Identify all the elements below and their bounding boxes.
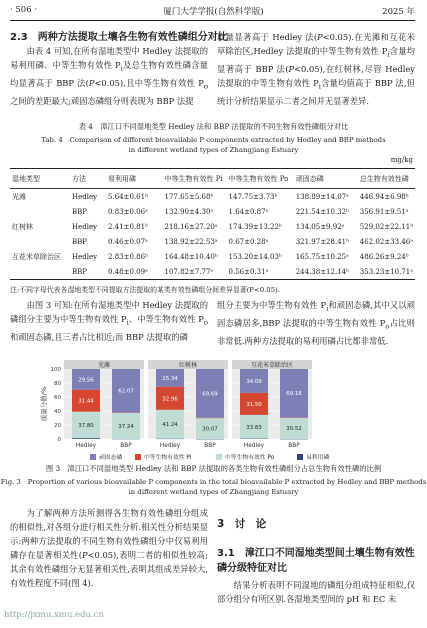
table-cell: 356.91±9.51ᵃ [359,207,409,216]
figure-3 [40,350,380,474]
legend-swatch [135,454,141,460]
table-header-cell: 中等生物有效性 Pi [162,169,226,189]
data-label: 29.56 [78,377,94,384]
table-cell: 光滩 [12,192,26,201]
table-cell: 147.75±3.73ᵇ [228,192,278,201]
table-row [10,204,415,219]
table-4 [10,168,415,280]
table-cell: 177.65±5.68ᵇ [164,192,214,201]
table-cell: 164.48±10.40ᵇ [164,252,218,261]
table-cell: BBP [72,207,88,216]
legend-label: 中等生物有效性 Po [225,455,275,461]
table-cell: 0.46±0.07ᵃ [108,237,148,246]
y-tick-label: 20 [54,423,61,429]
journal-year: 2025 年 [382,7,415,17]
journal-name: 厦门大学学报(自然科学版) [163,7,264,17]
table-cell: 218.16±27.20ᵃ [164,222,218,231]
data-label: 31.44 [78,398,94,405]
table-header-cell: 易利用磷 [106,169,162,189]
table-4-caption-cn: 表 4 漳江口不同湿地类型 Hedley 法和 BBP 法提取的不同生物有效性磷组分对比 [78,122,349,131]
x-tick-label: Hedley [75,443,97,449]
page-number: · 506 · [10,5,38,15]
section-2-3-paragraph-left: 由表 4 可知,在所有湿地类型中 Hedley 法提取的易利用磷、中等生物有效性 $P_i$及总生物有效性磷含量均显著高于 BBP 法(P<0.05),且中等生物有效性 $P_o$之间的差距最大;顽固态磷组分则表现为 BBP 法提 [10,46,208,106]
data-label: 62.07 [118,388,134,395]
table-cell: 221.54±10.32ᵇ [295,207,349,216]
data-label: 34.09 [246,378,262,385]
table-4-note: 注:不同字母代表各湿地类型不同提取方法提取的某类有效性磷组分间差异显著(P<0.05). [10,286,280,294]
x-tick-label: BBP [204,443,216,449]
table-cell: 321.97±28.41ᵇ [295,237,349,246]
panel-title: 光滩 [97,362,111,369]
y-tick-label: 0 [57,437,61,443]
table-row [10,249,415,264]
table-cell: 244.38±12.14ᵇ [294,264,358,280]
data-label: 37.80 [78,422,94,429]
y-tick-label: 80 [54,381,61,387]
table-cell: Hedley [72,252,98,261]
table-cell: Hedley [72,222,98,231]
data-label: 37.24 [118,423,134,430]
figure-3-intro-left: 由图 3 可知:在所有湿地类型中 Hedley 法提取的磷组分主要为中等生物有效性 $P_i$、中等生物有效性 $P_o$和顽固态磷,且三者占比相近;而 BBP 法提取的磷 [10,300,208,342]
data-label: 31.50 [246,401,262,408]
y-tick-label: 60 [54,395,61,401]
table-cell: 165.75±10.25ᵃ [295,252,349,261]
table-4-caption-en-1: Tab. 4 Comparison of different bioavailable P components extracted by Hedley and BBP methods [41,136,386,144]
figure-3-caption-en-2: in different wetland types of Zhangjiang Estuary [128,488,299,496]
y-axis-label: 质量分数/% [40,386,48,422]
table-header-cell: 中等生物有效性 Po [227,169,294,189]
x-tick-label: BBP [120,443,132,449]
data-label: 69.69 [202,391,218,398]
table-cell: 5.64±0.61ᵇ [108,192,148,201]
footer-url: http://jxmu.xmu.edu.cn [4,610,104,620]
table-header-cell: 总生物有效性磷 [358,169,415,189]
table-cell: 互花米草除治区 [12,252,61,261]
data-label: 33.83 [246,424,262,431]
table-cell: 0.67±0.28ᵃ [228,237,269,246]
panel-title: 红树林 [178,362,198,369]
figure-3-caption-en-1: Fig. 3 Proportion of various bioavailable P components in the total bioavailable P extracted by Hedley and BBP methods [0,478,427,486]
table-cell: BBP [70,264,106,280]
table-cell: 红树林 [12,222,33,231]
table-cell: 486.26±9.24ᵇ [359,252,409,261]
table-cell: 107.82±7.77ᵃ [162,264,226,280]
table-row [10,219,415,234]
table-cell: 462.02±33.46ᵃ [359,237,413,246]
table-header-cell: 顽固态磷 [294,169,358,189]
data-label: 30.52 [286,426,302,433]
table-cell: 529.02±22.11ᵇ [359,222,413,231]
figure-3-intro-right: 组分主要为中等生物有效性 $P_i$和顽固态磷,其中又以顽固态磷居多,BBP 法提取的中等生物有效性 $P_o$占比则非常低.两种方法提取的易利用磷占比都非常低. [217,300,415,346]
table-cell: 138.92±22.53ᵃ [164,237,218,246]
section-3-1-paragraph: 结果分析表明不同湿地的磷组分组成特征相似,仅部分组分有所区别.各湿地类型间的 pH 和 EC 未 [217,580,415,605]
table-cell: 132.90±4.30ᵃ [164,207,214,216]
table-cell: 174.39±13.22ᵇ [228,222,282,231]
legend-label: 中等生物有效性 Pi [144,455,192,461]
y-tick-label: 100 [50,367,61,373]
table-cell: 134.05±9.92ᵃ [295,222,345,231]
table-row [10,264,415,280]
data-label: 32.96 [162,396,178,403]
table-header-cell: 方法 [70,169,106,189]
table-cell: 0.83±0.06ᵃ [108,207,148,216]
y-tick-label: 40 [54,409,61,415]
table-cell: 153.20±14.03ᵇ [228,252,282,261]
table-cell: 0.48±0.09ᵃ [106,264,162,280]
section-3-title: 3 讨 论 [217,518,267,530]
table-cell: 2.41±0.81ᵇ [108,222,148,231]
x-tick-label: Hedley [159,443,181,449]
table-header-cell: 湿地类型 [10,169,70,189]
correlation-paragraph: 为了解两种方法所测得各生物有效性磷组分组成的相似性,对各组分进行相关性分析.相关性分析结果显示:两种方法提取的不同生物有效性磷组分中仅易利用磷存在显著相关性(P<0.05),表明二者的相似性较高;其余有效性磷组分无显著相关性,表明其组成差异较大,有效性程度不同(图 4). [10,508,208,589]
table-cell: 446.94±6.98ᵇ [359,192,409,201]
table-cell: 0.56±0.31ᵃ [227,264,294,280]
legend-swatch [297,454,303,460]
table-4-caption-en-2: in different wetland types of Zhangjiang Estuary [128,146,299,154]
table-cell [10,204,70,219]
x-tick-label: Hedley [243,443,265,449]
header-rule [10,20,415,21]
table-cell: 353.23±10.71ᵃ [358,264,415,280]
legend-label: 顽固态磷 [99,455,123,461]
section-2-3-title: 2.3 两种方法提取土壤各生物有效性磷组分对比 [10,32,228,43]
legend-swatch [90,454,96,460]
x-tick-label: BBP [288,443,300,449]
table-4-unit: mg/kg [390,156,413,164]
table-row [10,189,415,205]
data-label: 25.34 [162,375,178,382]
table-cell: 2.83±0.86ᵇ [108,252,148,261]
table-cell: BBP [72,237,88,246]
table-row [10,234,415,249]
data-label: 69.18 [286,391,302,398]
section-2-3-paragraph-right: 取量显著高于 Hedley 法(P<0.05).在光滩和互花米草除治区,Hedley 法提取的中等生物有效性 $P_i$含量均显著高于 BBP 法(P<0.05),在红树林,尽管 Hedley 法提取的中等生物有效性 $P_i$含量均值高于 BBP 法,但统计分析结果显示二者之间并无显著差异. [217,32,415,106]
figure-3-chart [40,350,380,470]
section-3-1-title: 3.1 漳江口不同湿地类型间土壤生物有效性磷分级特征对比 [217,548,415,574]
table-cell: Hedley [72,192,98,201]
data-label: 41.24 [162,422,178,429]
table-cell [10,234,70,249]
legend-swatch [216,454,222,460]
panel-title: 互花米草除治区 [250,362,294,369]
table-cell: 138.89±14.07ᵃ [295,192,349,201]
table-cell [10,264,70,280]
figure-3-caption-cn: 图 3 漳江口不同湿地类型 Hedley 法和 BBP 法提取的各类生物有效性磷组分占总生物有效性磷的比例 [45,464,382,473]
legend-label: 易利用磷 [306,455,330,461]
table-header-row [10,169,415,189]
data-label: 30.07 [202,426,218,433]
table-cell: 1.64±0.87ᵃ [228,207,269,216]
